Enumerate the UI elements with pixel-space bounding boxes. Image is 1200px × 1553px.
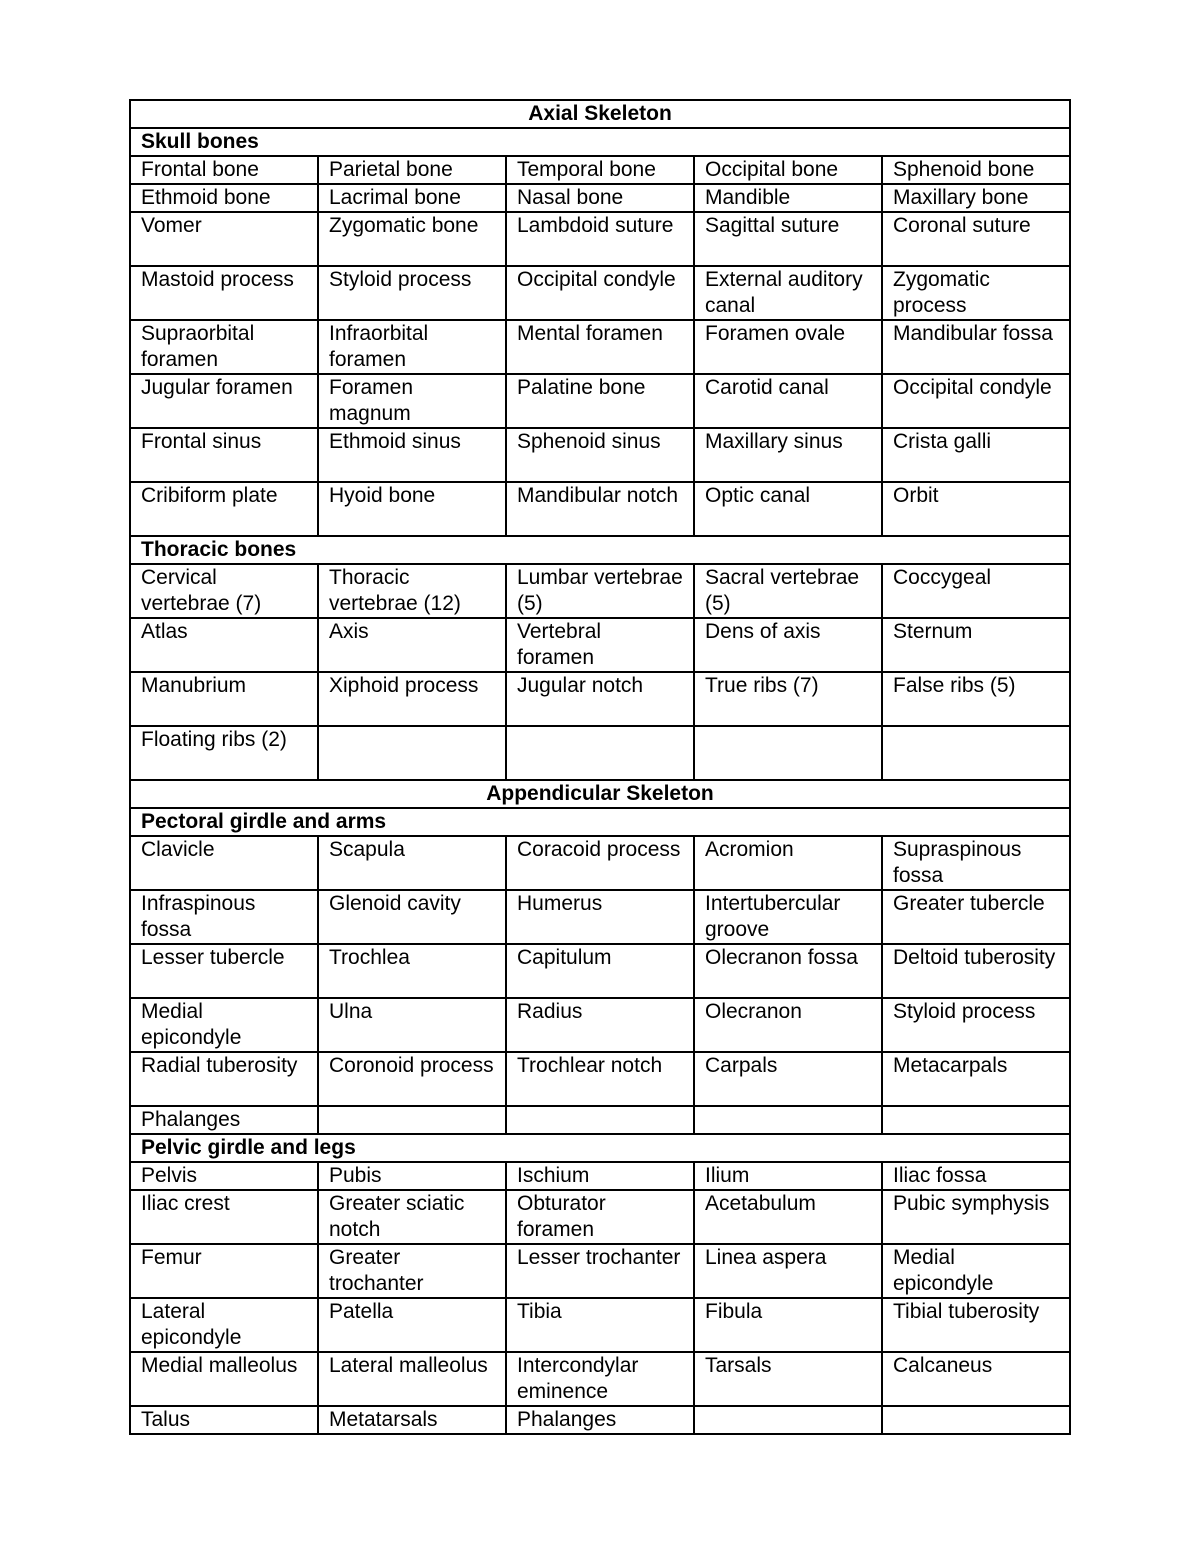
table-cell: Medial malleolus: [130, 1352, 318, 1406]
table-cell: [694, 1106, 882, 1134]
table-cell: Mandible: [694, 184, 882, 212]
skeleton-bones-table: [129, 99, 1071, 1435]
table-cell: Carpals: [694, 1052, 882, 1106]
table-cell: Mandibular fossa: [882, 320, 1070, 374]
table-cell: Coccygeal: [882, 564, 1070, 618]
table-cell: Patella: [318, 1298, 506, 1352]
group-header-row: [130, 1134, 1070, 1162]
table-cell: Occipital condyle: [506, 266, 694, 320]
table-cell: Olecranon fossa: [694, 944, 882, 998]
table-row: [130, 482, 1070, 536]
table-cell: Iliac crest: [130, 1190, 318, 1244]
table-row: [130, 1352, 1070, 1406]
table-cell: Cervical vertebrae (7): [130, 564, 318, 618]
table-cell: Occipital bone: [694, 156, 882, 184]
section-header-row: [130, 780, 1070, 808]
table-cell: Dens of axis: [694, 618, 882, 672]
group-header-row: [130, 808, 1070, 836]
table-cell: Sternum: [882, 618, 1070, 672]
table-cell: Palatine bone: [506, 374, 694, 428]
table-cell: Ethmoid sinus: [318, 428, 506, 482]
table-cell: Supraorbital foramen: [130, 320, 318, 374]
section-title-appendicular-skeleton: Appendicular Skeleton: [130, 780, 1070, 808]
table-cell: Pubic symphysis: [882, 1190, 1070, 1244]
table-cell: Obturator foramen: [506, 1190, 694, 1244]
table-cell: Sphenoid sinus: [506, 428, 694, 482]
table-row: [130, 1052, 1070, 1106]
table-cell: Lesser trochanter: [506, 1244, 694, 1298]
table-cell: Optic canal: [694, 482, 882, 536]
table-row: [130, 672, 1070, 726]
table-cell: Lesser tubercle: [130, 944, 318, 998]
table-cell: Acromion: [694, 836, 882, 890]
group-header-row: [130, 128, 1070, 156]
table-cell: Vertebral foramen: [506, 618, 694, 672]
table-row: [130, 266, 1070, 320]
table-cell: [694, 1406, 882, 1434]
table-row: [130, 1298, 1070, 1352]
table-cell: Olecranon: [694, 998, 882, 1052]
table-cell: Infraspinous fossa: [130, 890, 318, 944]
table-cell: Pubis: [318, 1162, 506, 1190]
table-row: [130, 944, 1070, 998]
table-cell: Hyoid bone: [318, 482, 506, 536]
table-cell: Scapula: [318, 836, 506, 890]
table-cell: Sacral vertebrae (5): [694, 564, 882, 618]
table-cell: Medial epicondyle: [130, 998, 318, 1052]
table-cell: True ribs (7): [694, 672, 882, 726]
table-cell: Mandibular notch: [506, 482, 694, 536]
table-row: [130, 1244, 1070, 1298]
group-title-pelvic-girdle-and-legs: Pelvic girdle and legs: [130, 1134, 1070, 1162]
table-cell: Floating ribs (2): [130, 726, 318, 780]
table-cell: [318, 726, 506, 780]
table-cell: Thoracic vertebrae (12): [318, 564, 506, 618]
table-cell: Metacarpals: [882, 1052, 1070, 1106]
table-cell: Tarsals: [694, 1352, 882, 1406]
table-cell: False ribs (5): [882, 672, 1070, 726]
table-cell: Styloid process: [318, 266, 506, 320]
table-cell: Capitulum: [506, 944, 694, 998]
table-cell: Intercondylar eminence: [506, 1352, 694, 1406]
table-cell: Calcaneus: [882, 1352, 1070, 1406]
table-cell: Maxillary sinus: [694, 428, 882, 482]
table-cell: Radius: [506, 998, 694, 1052]
table-cell: Occipital condyle: [882, 374, 1070, 428]
table-cell: Ischium: [506, 1162, 694, 1190]
table-row: [130, 320, 1070, 374]
section-title-axial-skeleton: Axial Skeleton: [130, 100, 1070, 128]
table-body: [130, 100, 1070, 1434]
table-cell: Metatarsals: [318, 1406, 506, 1434]
table-cell: Carotid canal: [694, 374, 882, 428]
table-cell: Manubrium: [130, 672, 318, 726]
table-cell: Vomer: [130, 212, 318, 266]
table-cell: Coracoid process: [506, 836, 694, 890]
table-cell: Fibula: [694, 1298, 882, 1352]
group-header-row: [130, 536, 1070, 564]
table-row: [130, 1190, 1070, 1244]
table-row: [130, 1406, 1070, 1434]
table-row: [130, 998, 1070, 1052]
group-title-thoracic-bones: Thoracic bones: [130, 536, 1070, 564]
table-cell: Phalanges: [130, 1106, 318, 1134]
table-cell: External auditory canal: [694, 266, 882, 320]
table-cell: Radial tuberosity: [130, 1052, 318, 1106]
table-cell: Iliac fossa: [882, 1162, 1070, 1190]
table-cell: Maxillary bone: [882, 184, 1070, 212]
table-cell: Mastoid process: [130, 266, 318, 320]
table-cell: Styloid process: [882, 998, 1070, 1052]
table-cell: [506, 1106, 694, 1134]
group-title-pectoral-girdle-and-arms: Pectoral girdle and arms: [130, 808, 1070, 836]
table-cell: Sphenoid bone: [882, 156, 1070, 184]
table-cell: [318, 1106, 506, 1134]
table-row: [130, 836, 1070, 890]
table-cell: Cribiform plate: [130, 482, 318, 536]
table-cell: [506, 726, 694, 780]
table-cell: Zygomatic bone: [318, 212, 506, 266]
table-cell: Greater tubercle: [882, 890, 1070, 944]
table-cell: Foramen magnum: [318, 374, 506, 428]
table-cell: Jugular notch: [506, 672, 694, 726]
table-cell: Lacrimal bone: [318, 184, 506, 212]
table-cell: Coronoid process: [318, 1052, 506, 1106]
table-cell: Frontal bone: [130, 156, 318, 184]
table-cell: Sagittal suture: [694, 212, 882, 266]
table-cell: Medial epicondyle: [882, 1244, 1070, 1298]
table-row: [130, 156, 1070, 184]
table-cell: Humerus: [506, 890, 694, 944]
table-cell: Phalanges: [506, 1406, 694, 1434]
table-cell: Tibial tuberosity: [882, 1298, 1070, 1352]
table-cell: Trochlea: [318, 944, 506, 998]
table-cell: Temporal bone: [506, 156, 694, 184]
table-cell: Ethmoid bone: [130, 184, 318, 212]
table-row: [130, 184, 1070, 212]
table-cell: Ilium: [694, 1162, 882, 1190]
table-cell: [882, 1406, 1070, 1434]
table-cell: Deltoid tuberosity: [882, 944, 1070, 998]
table-cell: Lateral malleolus: [318, 1352, 506, 1406]
table-row: [130, 890, 1070, 944]
table-cell: Frontal sinus: [130, 428, 318, 482]
table-cell: [882, 1106, 1070, 1134]
table-cell: Clavicle: [130, 836, 318, 890]
table-row: [130, 726, 1070, 780]
table-cell: Pelvis: [130, 1162, 318, 1190]
table-row: [130, 212, 1070, 266]
table-cell: Ulna: [318, 998, 506, 1052]
table-cell: Parietal bone: [318, 156, 506, 184]
table-cell: Supraspinous fossa: [882, 836, 1070, 890]
table-cell: Tibia: [506, 1298, 694, 1352]
section-header-row: [130, 100, 1070, 128]
table-cell: Lateral epicondyle: [130, 1298, 318, 1352]
table-cell: Atlas: [130, 618, 318, 672]
table-cell: Jugular foramen: [130, 374, 318, 428]
table-row: [130, 564, 1070, 618]
table-row: [130, 1162, 1070, 1190]
table-cell: [882, 726, 1070, 780]
table-cell: Lumbar vertebrae (5): [506, 564, 694, 618]
table-row: [130, 618, 1070, 672]
table-cell: Orbit: [882, 482, 1070, 536]
table-cell: Glenoid cavity: [318, 890, 506, 944]
table-cell: Lambdoid suture: [506, 212, 694, 266]
table-cell: Crista galli: [882, 428, 1070, 482]
table-cell: Infraorbital foramen: [318, 320, 506, 374]
table-cell: Linea aspera: [694, 1244, 882, 1298]
table-row: [130, 1106, 1070, 1134]
table-cell: Zygomatic process: [882, 266, 1070, 320]
table-cell: Talus: [130, 1406, 318, 1434]
table-row: [130, 374, 1070, 428]
table-cell: Acetabulum: [694, 1190, 882, 1244]
table-cell: Axis: [318, 618, 506, 672]
table-cell: Xiphoid process: [318, 672, 506, 726]
table-cell: Coronal suture: [882, 212, 1070, 266]
table-cell: Greater sciatic notch: [318, 1190, 506, 1244]
table-cell: Intertubercular groove: [694, 890, 882, 944]
table-cell: Greater trochanter: [318, 1244, 506, 1298]
table-cell: Trochlear notch: [506, 1052, 694, 1106]
table-cell: [694, 726, 882, 780]
table-cell: Mental foramen: [506, 320, 694, 374]
table-cell: Nasal bone: [506, 184, 694, 212]
table-cell: Foramen ovale: [694, 320, 882, 374]
table-row: [130, 428, 1070, 482]
table-cell: Femur: [130, 1244, 318, 1298]
group-title-skull-bones: Skull bones: [130, 128, 1070, 156]
